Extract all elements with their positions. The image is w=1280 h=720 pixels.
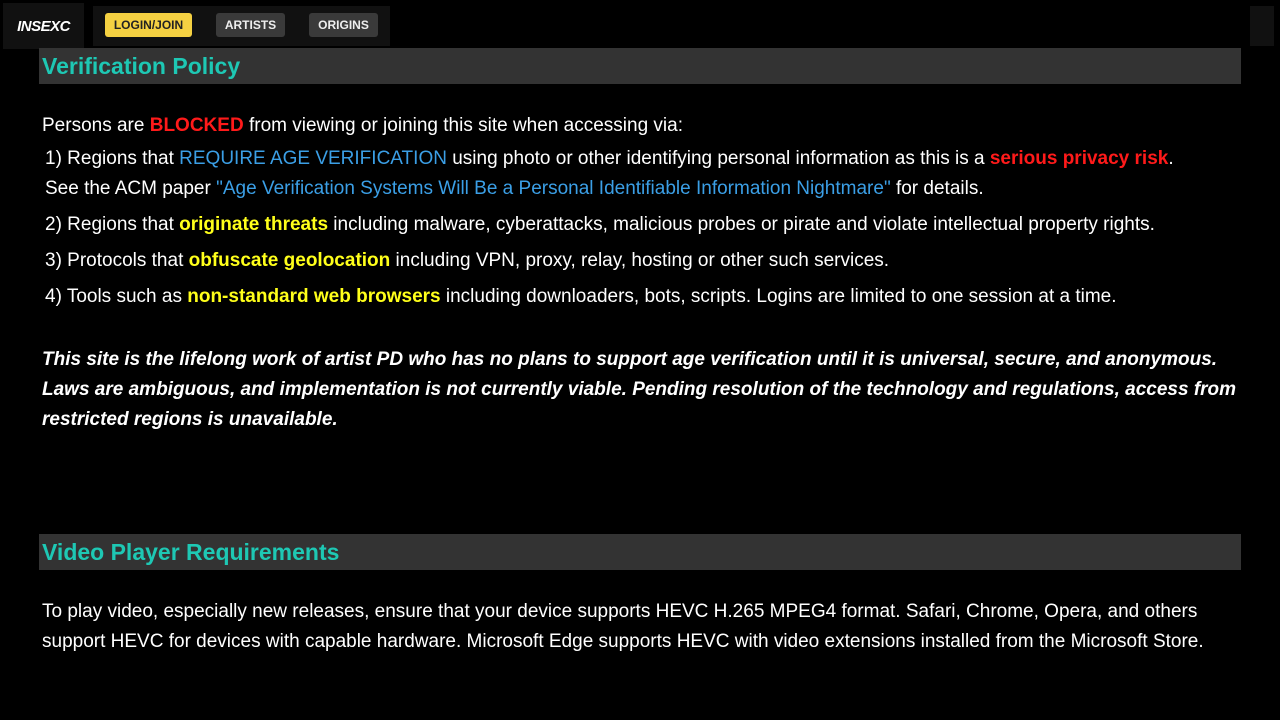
acm-paper-link[interactable]: "Age Verification Systems Will Be a Personal Identifiable Information Nightmare" <box>216 178 891 199</box>
rule-2 <box>45 210 1241 240</box>
video-requirements-heading: Video Player Requirements <box>39 534 1241 570</box>
site-logo[interactable] <box>3 3 84 49</box>
rule-1 <box>45 144 1241 204</box>
video-requirements-text: To play video, especially new releases, ensure that your device supports HEVC H.265 MPEG4 format. Safari, Chrome, Opera, and others support HEVC for devices with capable hardware. Microsoft Edge supports HEVC with video extensions installed from the Microsoft Store. <box>42 601 1204 652</box>
rule-1-see-post: for details. <box>890 178 984 199</box>
artists-button[interactable]: ARTISTS <box>216 13 285 37</box>
origins-button[interactable]: ORIGINS <box>309 13 378 37</box>
top-nav <box>93 6 390 46</box>
rule-1-see-pre: See the ACM paper <box>45 178 217 199</box>
login-join-button[interactable]: LOGIN/JOIN <box>105 13 192 37</box>
rule-2-pre: 2) Regions that <box>45 214 180 235</box>
rule-3-post: including VPN, proxy, relay, hosting or other such services. <box>390 250 890 271</box>
rule-4 <box>45 282 1241 312</box>
rule-1-pre: 1) Regions that <box>45 148 180 169</box>
rule-2-post: including malware, cyberattacks, malicious probes or pirate and violate intellectual property rights. <box>328 214 1155 235</box>
intro-post: from viewing or joining this site when accessing via: <box>243 115 683 136</box>
intro-pre: Persons are <box>42 115 150 136</box>
rule-4-pre: 4) Tools such as <box>45 286 188 307</box>
menu-toggle[interactable] <box>1250 6 1274 46</box>
rule-3-highlight: obfuscate geolocation <box>188 250 391 271</box>
rule-4-post: including downloaders, bots, scripts. Logins are limited to one session at a time. <box>440 286 1117 307</box>
age-verification-link[interactable]: REQUIRE AGE VERIFICATION <box>179 148 447 169</box>
rule-3-pre: 3) Protocols that <box>45 250 189 271</box>
rule-3 <box>45 246 1241 276</box>
rule-2-highlight: originate threats <box>179 214 329 235</box>
rule-1-post: . <box>1168 148 1174 169</box>
rule-1-mid: using photo or other identifying personal information as this is a <box>446 148 990 169</box>
logo-text: INSEXC <box>17 17 70 35</box>
rule-4-highlight: non-standard web browsers <box>187 286 441 307</box>
blocked-label: BLOCKED <box>149 115 244 136</box>
privacy-risk-label: serious privacy risk <box>989 148 1169 169</box>
artist-statement: This site is the lifelong work of artist PD who has no plans to support age verification until it is universal, secure, and anonymous. Laws are ambiguous, and implementation is not currently viable. Pending resolution of the technology and regulations, access from restricted regions is unavailable. <box>42 349 1237 430</box>
verification-policy-heading: Verification Policy <box>39 48 1241 84</box>
blocked-intro <box>42 111 1242 141</box>
